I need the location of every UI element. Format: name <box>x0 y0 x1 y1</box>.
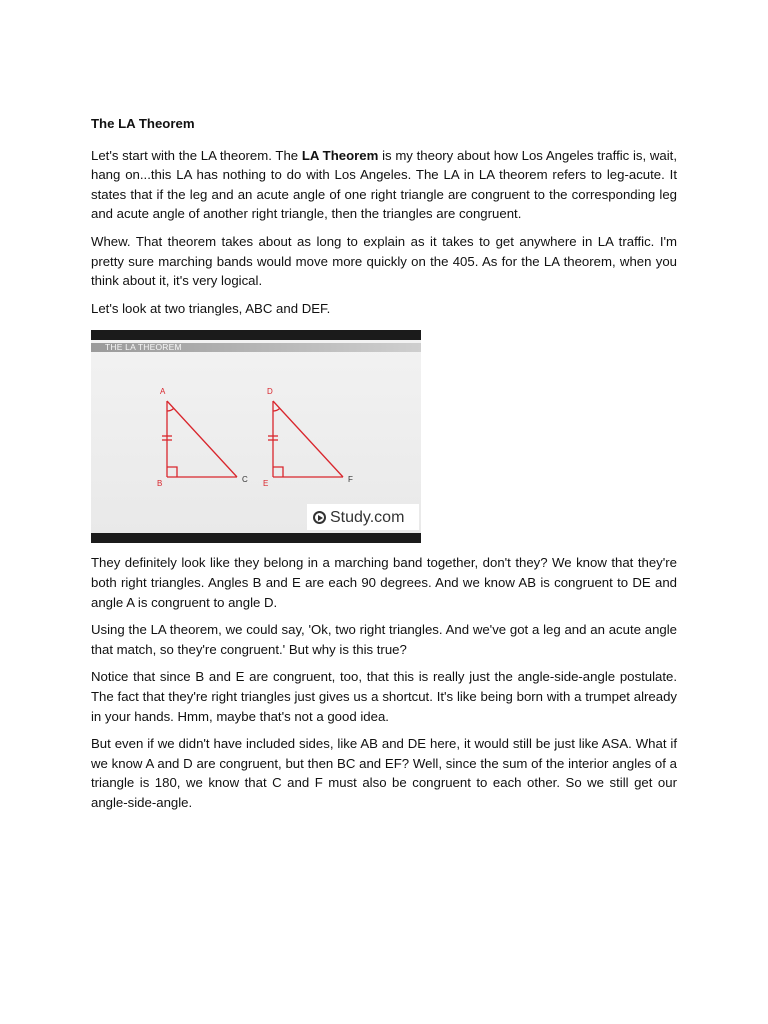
paragraph-intro <box>91 146 677 224</box>
paragraph-marching-band: They definitely look like they belong in a marching band together, don't they? We know that they're both right triangles. Angles B and E are each 90 degrees. And we know AB is congruent to DE and angle A is congruent to angle D. <box>91 555 677 610</box>
label-f: F <box>348 475 353 485</box>
label-c: C <box>242 475 248 485</box>
paragraph-two-triangles: Let's look at two triangles, ABC and DEF. <box>91 300 331 316</box>
la-theorem-figure <box>91 330 421 543</box>
logo-wordmark: Study.com <box>330 508 405 526</box>
right-angle-e-mark <box>273 467 283 477</box>
angle-a-arc <box>167 409 174 412</box>
paragraph-whew: Whew. That theorem takes about as long to explain as it takes to get anywhere in LA traffic. I'm pretty sure marching bands would move more quickly on the 405. As for the LA theorem, when you think about it, it's very logical. <box>91 233 677 289</box>
paragraph-using-la: Using the LA theorem, we could say, 'Ok, two right triangles. And we've got a leg and an acute angle that match, so they're congruent.' But why is this true? <box>91 622 677 657</box>
paragraph-notice: Notice that since B and E are congruent, too, that this is really just the angle-side-angle postulate. The fact that they're right triangles just gives us a shortcut. It's like being born with a trumpet already in your hands. Hmm, maybe that's not a good idea. <box>91 669 677 724</box>
label-d: D <box>267 387 273 397</box>
figure-slide <box>91 340 421 533</box>
section-heading: The LA Theorem <box>91 116 195 131</box>
paragraph-intro-text-1: Let's start with the LA theorem. The <box>91 147 302 163</box>
triangle-def <box>268 401 343 477</box>
document-page <box>91 114 677 820</box>
label-b: B <box>157 479 163 489</box>
triangle-abc-hypotenuse <box>167 401 237 477</box>
angle-d-arc <box>273 409 280 412</box>
study-com-logo <box>307 504 419 530</box>
triangle-def-hypotenuse <box>273 401 343 477</box>
paragraph-asa: But even if we didn't have included sides, like AB and DE here, it would still be just like ASA. What if we know A and D are congruent, but then BC and EF? Well, since the sum of the interior angles of a triangle is 180, we know that C and F must also be congruent to each other. So we still get our angle-side-angle. <box>91 736 677 810</box>
triangle-abc <box>162 401 237 477</box>
label-a: A <box>160 387 166 397</box>
paragraph-intro-text-2: is my theory about how Los Angeles traffic is, wait, hang on...this LA has nothing to do with Los Angeles. The LA in LA theorem refers to leg-acute. It states that if the leg and an acute angle of one right triangle are congruent to the corresponding leg and acute angle of another right triangle, then the triangles are congruent. <box>91 147 677 222</box>
label-e: E <box>263 479 269 489</box>
figure-banner-title: THE LA THEOREM <box>105 342 182 353</box>
la-theorem-bold: LA Theorem <box>301 147 379 163</box>
play-circle-icon <box>313 511 326 524</box>
right-angle-b-mark <box>167 467 177 477</box>
